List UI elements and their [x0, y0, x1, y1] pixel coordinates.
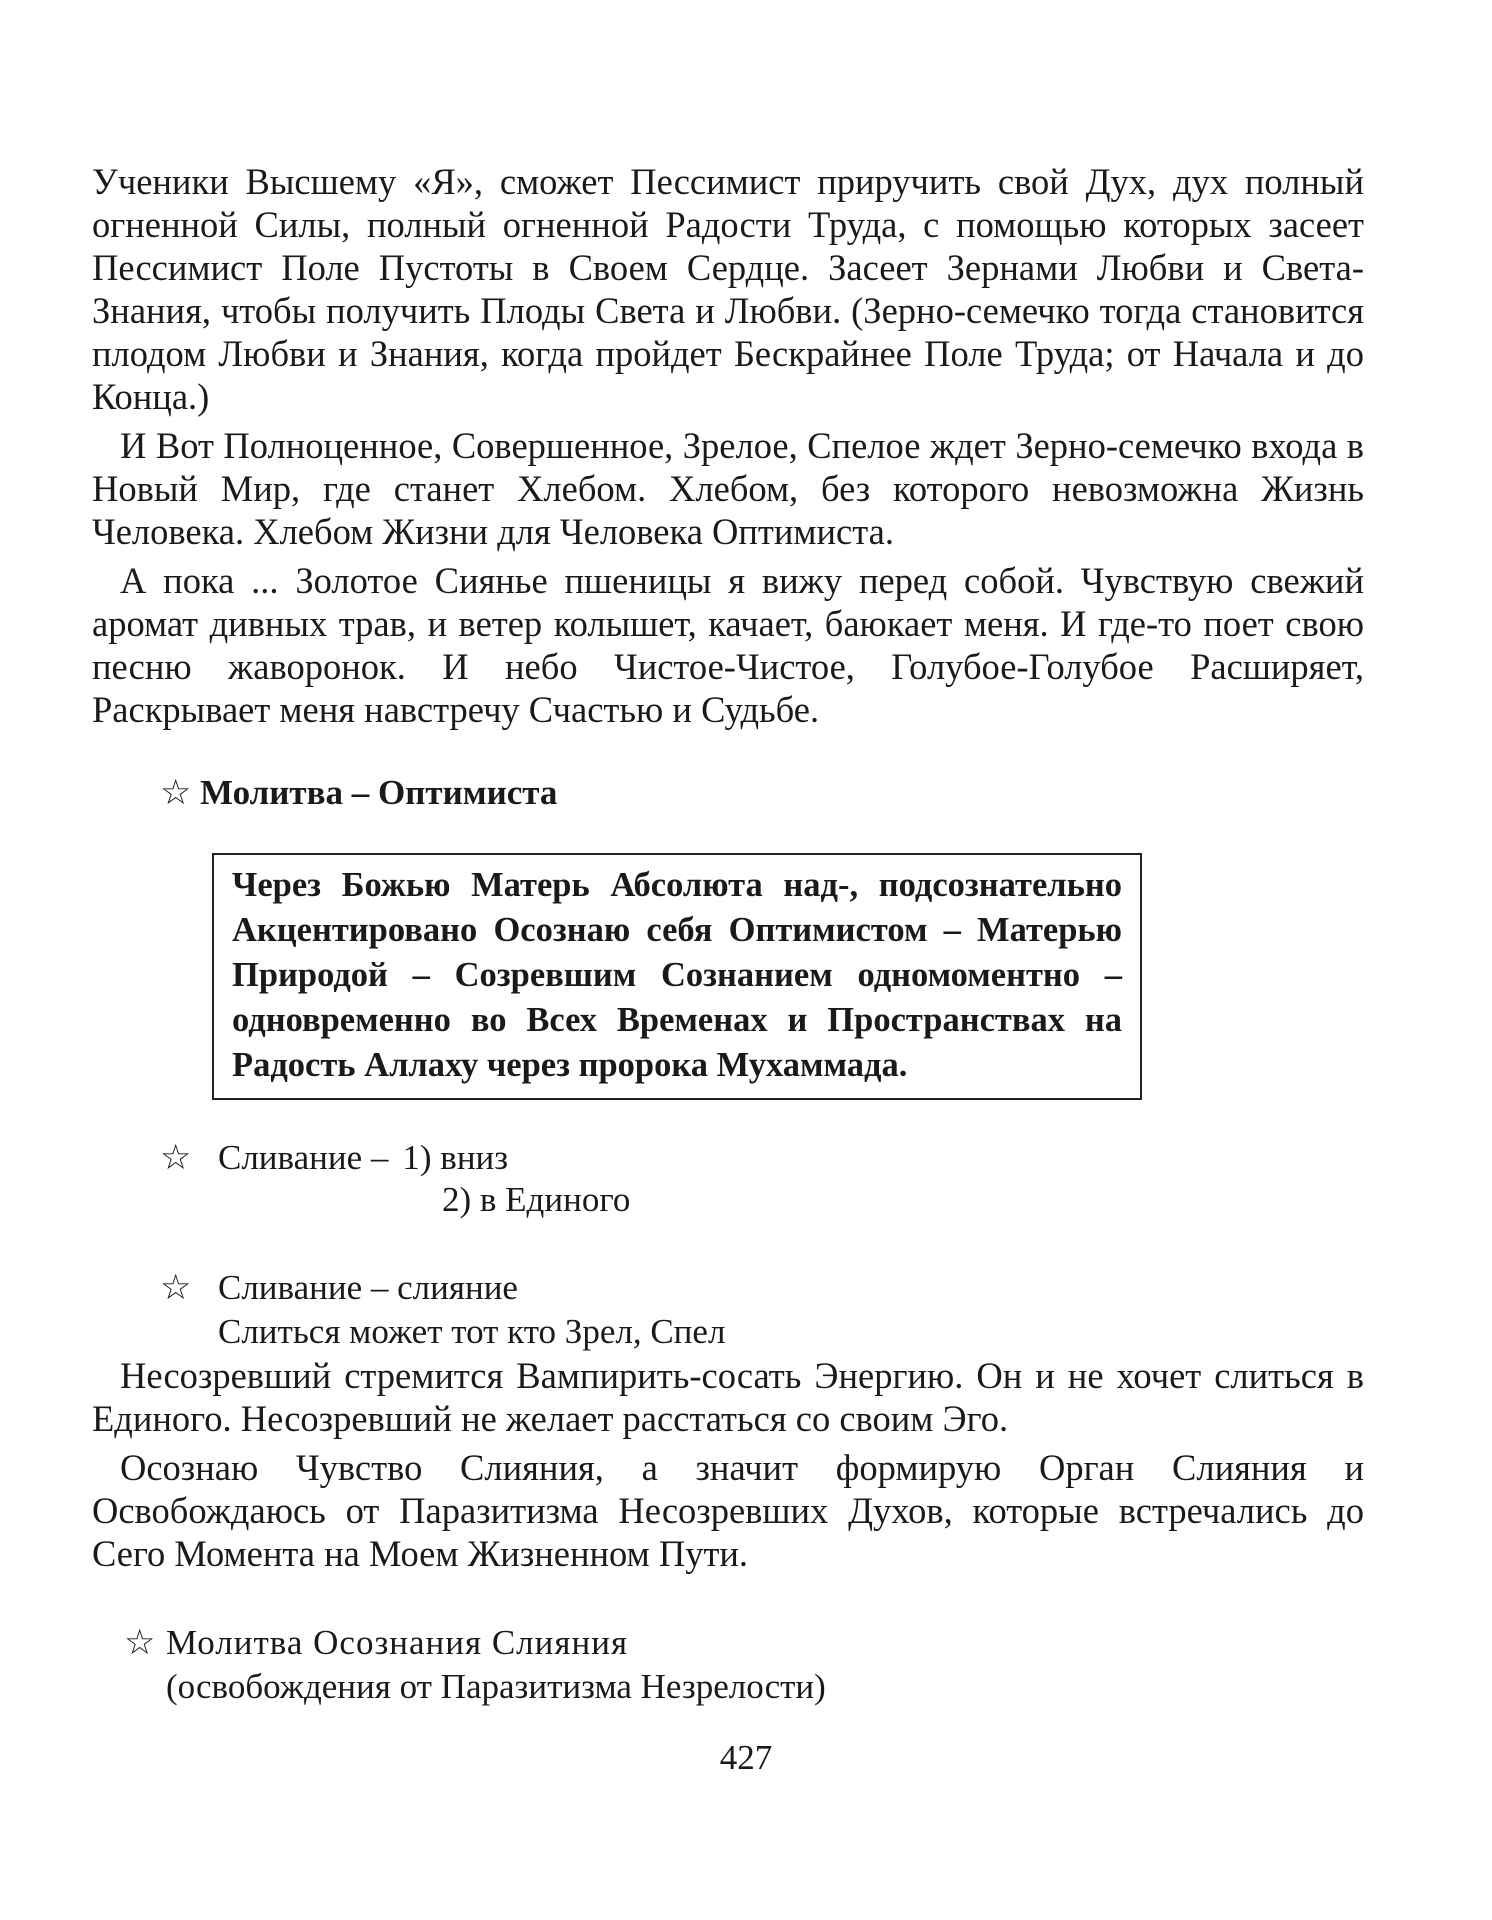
prayer-line: Через Божью Матерь Абсолюта над-, подсознательно — [232, 866, 1122, 904]
paragraph-4: Несозревший стремится Вампирить-сосать Энергию. Он и не хочет слиться в Единого. Несозревший не желает расстаться со своим Эго. — [92, 1355, 1364, 1439]
prayer-box — [212, 853, 1142, 1100]
prayer-heading-2 — [92, 1621, 1364, 1709]
prayer-heading — [92, 771, 1364, 815]
item-sub-1: 1) вниз — [402, 1138, 509, 1177]
item-line-2: Слиться может тот кто Зрел, Спел — [218, 1312, 726, 1351]
paragraph-2: И Вот Полноценное, Совершенное, Зрелое, Спелое ждет Зерно-семечко входа в Новый Мир, где станет Хлебом. Хлебом, без которого невозможна Жизнь Человека. Хлебом Жизни для Человека Оптимиста. — [92, 425, 1364, 552]
paragraph-5: Осознаю Чувство Слияния, а значит формирую Орган Слияния и Освобождаюсь от Паразитизма Несозревших Духов, которые встречались до Сего Момента на Моем Жизненном Пути. — [92, 1447, 1364, 1574]
star-icon: ☆ — [160, 1138, 192, 1177]
page-number: 427 — [719, 1738, 773, 1777]
prayer-heading-2-text: Молитва Осознания Слияния — [166, 1623, 629, 1662]
prayer-line: Радость Аллаху через пророка Мухаммада. — [232, 1046, 908, 1084]
paragraph-3: А пока ... Золотое Сиянье пшеницы я вижу перед собой. Чувствую свежий аромат дивных трав, и ветер колышет, качает, баюкает меня. И где-то поет свою песню жаворонок. И небо Чистое-Чистое, Голубое-Голубое Расширяет, Раскрывает меня навстречу Счастью и Судьбе. — [92, 560, 1364, 730]
prayer-line: одновременно во Всех Временах и Пространствах на — [232, 1001, 1122, 1039]
list-item-merging — [92, 1136, 1364, 1222]
item-sub-2: 2) в Единого — [442, 1180, 631, 1219]
list-item-merging-fusion — [92, 1266, 1364, 1354]
paragraph-1: Ученики Высшему «Я», сможет Пессимист приручить свой Дух, дух полный огненной Силы, полный огненной Радости Труда, с помощью которых засеет Пессимист Поле Пустоты в Своем Сердце. Засеет Зернами Любви и Света-Знания, чтобы получить Плоды Света и Любви. (Зерно-семечко тогда становится плодом Любви и Знания, когда пройдет Бескрайнее Поле Труда; от Начала и до Конца.) — [92, 161, 1364, 417]
star-icon: ☆ — [124, 1623, 157, 1662]
star-icon: ☆ — [160, 1268, 192, 1307]
item-label: Сливание – — [218, 1138, 389, 1177]
prayer-heading-2-sub: (освобождения от Паразитизма Незрелости) — [166, 1667, 826, 1706]
prayer-line: Природой – Созревшим Сознанием одномоментно – — [232, 956, 1122, 994]
star-icon: ☆ — [160, 773, 192, 812]
page-content — [92, 160, 1364, 1709]
prayer-heading-text: Молитва – Оптимиста — [200, 773, 558, 812]
prayer-line: Акцентировано Осознаю себя Оптимистом – Матерью — [232, 911, 1122, 949]
item-label: Сливание – слияние — [218, 1268, 518, 1307]
